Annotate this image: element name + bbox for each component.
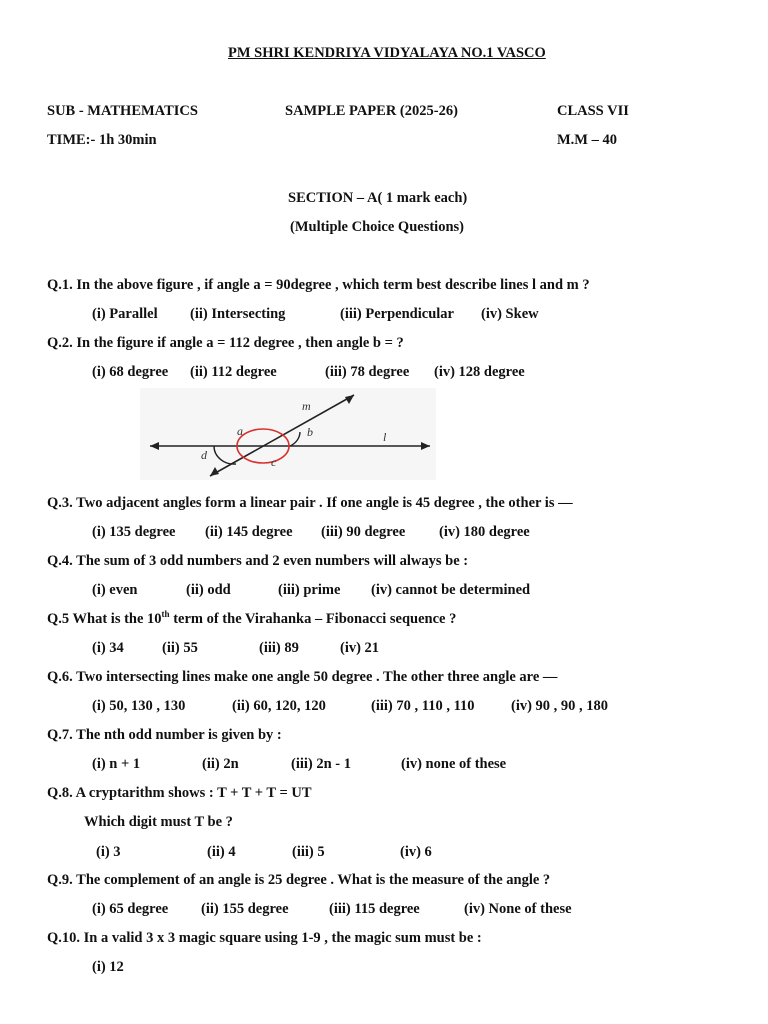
q7-option-1: (i) n + 1 [92,756,141,772]
q7-option-4: (iv) none of these [401,756,507,772]
q4-option-4: (iv) cannot be determined [371,582,531,598]
q1-option-1: (i) Parallel [92,306,158,322]
label-a: a [237,424,243,438]
q5-text-start: Q.5 What is the 10 [47,611,162,627]
q6-option-3: (iii) 70 , 110 , 110 [371,698,475,714]
section-title: SECTION – A( 1 mark each) [288,190,468,206]
time-label: TIME:- 1h 30min [47,132,157,148]
subject-label: SUB - MATHEMATICS [47,103,198,119]
label-l: l [383,430,387,444]
max-marks-label: M.M – 40 [557,132,617,148]
q2-option-4: (iv) 128 degree [434,364,525,380]
q5-option-3: (iii) 89 [259,640,299,656]
q8-option-3: (iii) 5 [292,844,325,860]
label-b: b [307,425,313,439]
question-8: Q.8. A cryptarithm shows : T + T + T = UT [47,785,312,801]
label-m: m [302,399,311,413]
question-2: Q.2. In the figure if angle a = 112 degree , then angle b = ? [47,335,404,351]
q9-option-4: (iv) None of these [464,901,572,917]
question-6: Q.6. Two intersecting lines make one angle 50 degree . The other three angle are — [47,669,558,685]
question-1: Q.1. In the above figure , if angle a = 90degree , which term best describe lines l and m ? [47,277,590,293]
q2-option-1: (i) 68 degree [92,364,169,380]
school-name: PM SHRI KENDRIYA VIDYALAYA NO.1 VASCO [228,45,546,61]
line-l-right-arrow [421,442,430,450]
q6-option-2: (ii) 60, 120, 120 [232,698,326,714]
section-subtitle: (Multiple Choice Questions) [290,219,464,235]
q5-option-1: (i) 34 [92,640,124,656]
question-8-followup: Which digit must T be ? [84,814,233,830]
q4-option-2: (ii) odd [186,582,231,598]
question-5 [47,610,456,628]
paper-title: SAMPLE PAPER (2025-26) [285,103,458,119]
q4-option-3: (iii) prime [278,582,341,598]
q1-option-4: (iv) Skew [481,306,539,322]
q5-option-2: (ii) 55 [162,640,198,656]
q4-option-1: (i) even [92,582,138,598]
q7-option-2: (ii) 2n [202,756,239,772]
q5-superscript: th [161,609,170,620]
q8-option-1: (i) 3 [96,844,121,860]
question-9: Q.9. The complement of an angle is 25 degree . What is the measure of the angle ? [47,872,551,888]
q9-option-1: (i) 65 degree [92,901,169,917]
q2-option-2: (ii) 112 degree [190,364,277,380]
q9-option-3: (iii) 115 degree [329,901,420,917]
q10-option-1: (i) 12 [92,959,124,975]
q6-option-4: (iv) 90 , 90 , 180 [511,698,609,714]
q7-option-3: (iii) 2n - 1 [291,756,352,772]
question-3: Q.3. Two adjacent angles form a linear pair . If one angle is 45 degree , the other is — [47,495,573,511]
q3-option-4: (iv) 180 degree [439,524,530,540]
q2-option-3: (iii) 78 degree [325,364,410,380]
angle-d-arc [214,446,236,464]
q8-option-2: (ii) 4 [207,844,236,860]
label-d: d [201,448,207,462]
intersecting-lines-figure [140,388,436,480]
q3-option-1: (i) 135 degree [92,524,176,540]
q5-text-end: term of the Virahanka – Fibonacci sequence ? [169,611,457,627]
class-label: CLASS VII [557,103,629,119]
question-7: Q.7. The nth odd number is given by : [47,727,282,743]
q3-option-2: (ii) 145 degree [205,524,293,540]
q6-option-1: (i) 50, 130 , 130 [92,698,186,714]
q3-option-3: (iii) 90 degree [321,524,406,540]
label-c: c [271,455,277,469]
question-10: Q.10. In a valid 3 x 3 magic square using 1-9 , the magic sum must be : [47,930,482,946]
q1-option-2: (ii) Intersecting [190,306,286,322]
q9-option-2: (ii) 155 degree [201,901,289,917]
question-4: Q.4. The sum of 3 odd numbers and 2 even numbers will always be : [47,553,469,569]
angle-b-arc [290,432,300,446]
q5-option-4: (iv) 21 [340,640,380,656]
q1-option-3: (iii) Perpendicular [340,306,454,322]
q8-option-4: (iv) 6 [400,844,432,860]
line-l-left-arrow [150,442,159,450]
